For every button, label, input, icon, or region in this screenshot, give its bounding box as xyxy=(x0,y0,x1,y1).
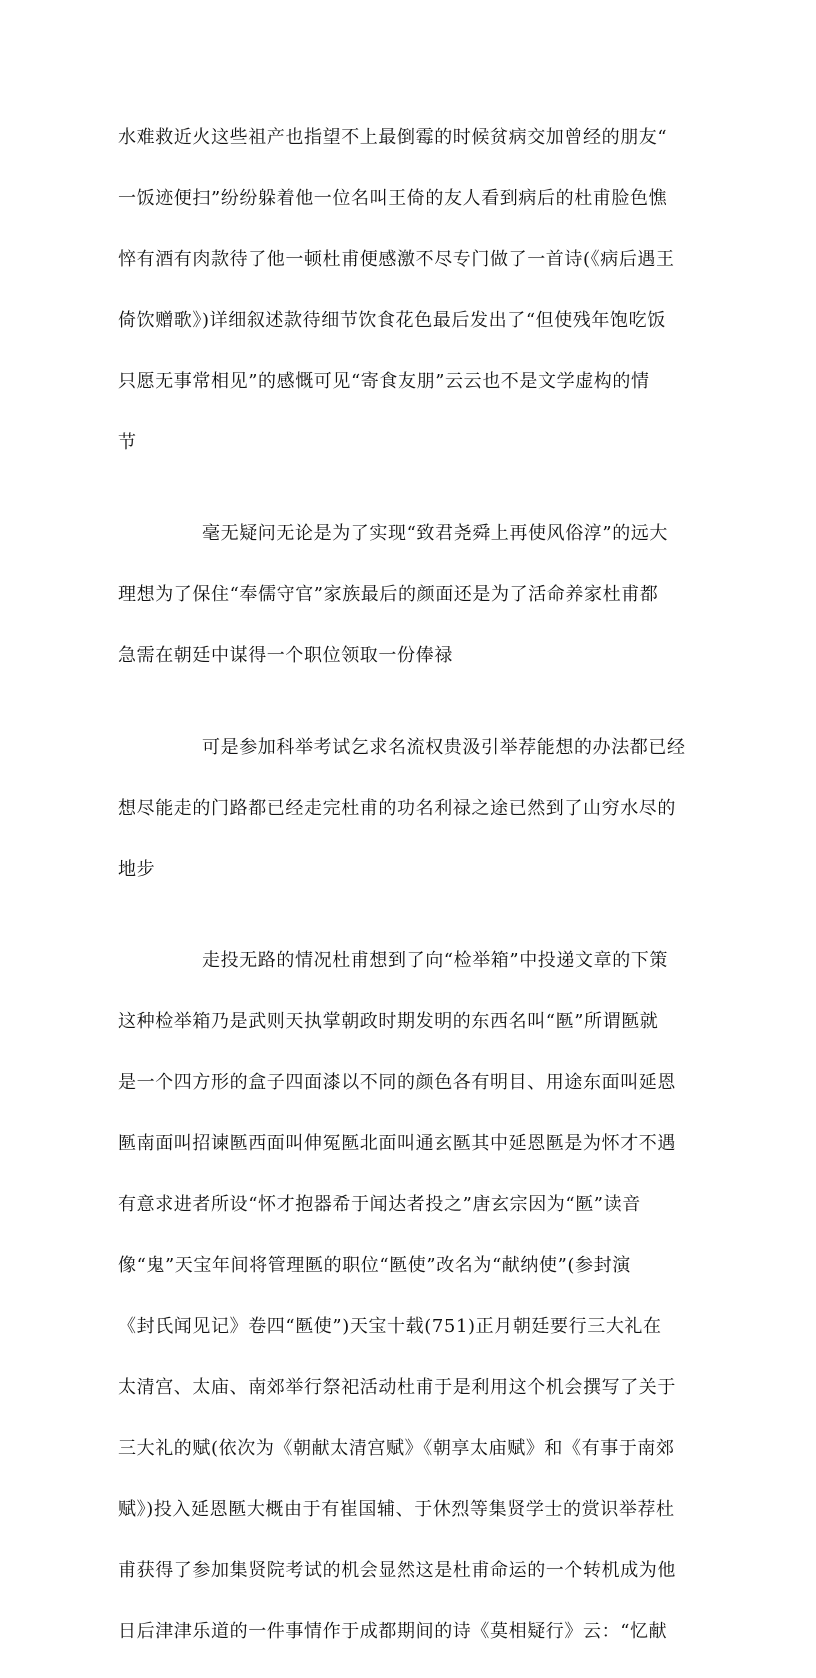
text-line: 急需在朝廷中谋得一个职位领取一份俸禄 xyxy=(118,641,700,672)
text-line: 日后津津乐道的一件事情作于成都期间的诗《莫相疑行》云：“忆献 xyxy=(118,1617,700,1648)
text-line: 赋》)投入延恩匦大概由于有崔国辅、于休烈等集贤学士的赏识举荐杜 xyxy=(118,1495,700,1526)
text-line: 是一个四方形的盒子四面漆以不同的颜色各有明目、用途东面叫延恩 xyxy=(118,1068,700,1099)
text-line: 太清宫、太庙、南郊举行祭祀活动杜甫于是利用这个机会撰写了关于 xyxy=(118,1373,700,1404)
text-line: 三大礼的赋(依次为《朝献太清宫赋》《朝享太庙赋》和《有事于南郊 xyxy=(118,1434,700,1465)
text-line: 匦南面叫招谏匦西面叫伸冤匦北面叫通玄匦其中延恩匦是为怀才不遇 xyxy=(118,1129,700,1160)
paragraph-1 xyxy=(118,92,700,489)
text-line: 走投无路的情况杜甫想到了向“检举箱”中投递文章的下策 xyxy=(118,946,700,977)
text-line: 悴有酒有肉款待了他一顿杜甫便感激不尽专门做了一首诗(《病后遇王 xyxy=(118,245,700,276)
document-page xyxy=(118,92,700,1678)
text-line: 节 xyxy=(118,428,700,459)
paragraph-2 xyxy=(118,489,700,703)
text-line: 只愿无事常相见”的感慨可见“寄食友朋”云云也不是文学虚构的情 xyxy=(118,367,700,398)
text-line: 毫无疑问无论是为了实现“致君尧舜上再使风俗淳”的远大 xyxy=(118,519,700,550)
text-line: 倚饮赠歌》)详细叙述款待细节饮食花色最后发出了“但使残年饱吃饭 xyxy=(118,306,700,337)
text-line: 像“鬼”天宝年间将管理匦的职位“匦使”改名为“献纳使”(参封演 xyxy=(118,1251,700,1282)
text-line: 这种检举箱乃是武则天执掌朝政时期发明的东西名叫“匦”所谓匦就 xyxy=(118,1007,700,1038)
text-line: 理想为了保住“奉儒守官”家族最后的颜面还是为了活命养家杜甫都 xyxy=(118,580,700,611)
text-line: 《封氏闻见记》卷四“匦使”)天宝十载(751)正月朝廷要行三大礼在 xyxy=(118,1312,700,1343)
text-line: 甫获得了参加集贤院考试的机会显然这是杜甫命运的一个转机成为他 xyxy=(118,1556,700,1587)
paragraph-4 xyxy=(118,916,700,1678)
text-line: 可是参加科举考试乞求名流权贵汲引举荐能想的办法都已经 xyxy=(118,733,700,764)
paragraph-3 xyxy=(118,702,700,916)
text-line: 想尽能走的门路都已经走完杜甫的功名利禄之途已然到了山穷水尽的 xyxy=(118,794,700,825)
text-line: 有意求进者所设“怀才抱器希于闻达者投之”唐玄宗因为“匦”读音 xyxy=(118,1190,700,1221)
text-line: 一饭迹便扫”纷纷躲着他一位名叫王倚的友人看到病后的杜甫脸色憔 xyxy=(118,184,700,215)
text-line: 地步 xyxy=(118,855,700,886)
text-line: 水难救近火这些祖产也指望不上最倒霉的时候贫病交加曾经的朋友“ xyxy=(118,123,700,154)
